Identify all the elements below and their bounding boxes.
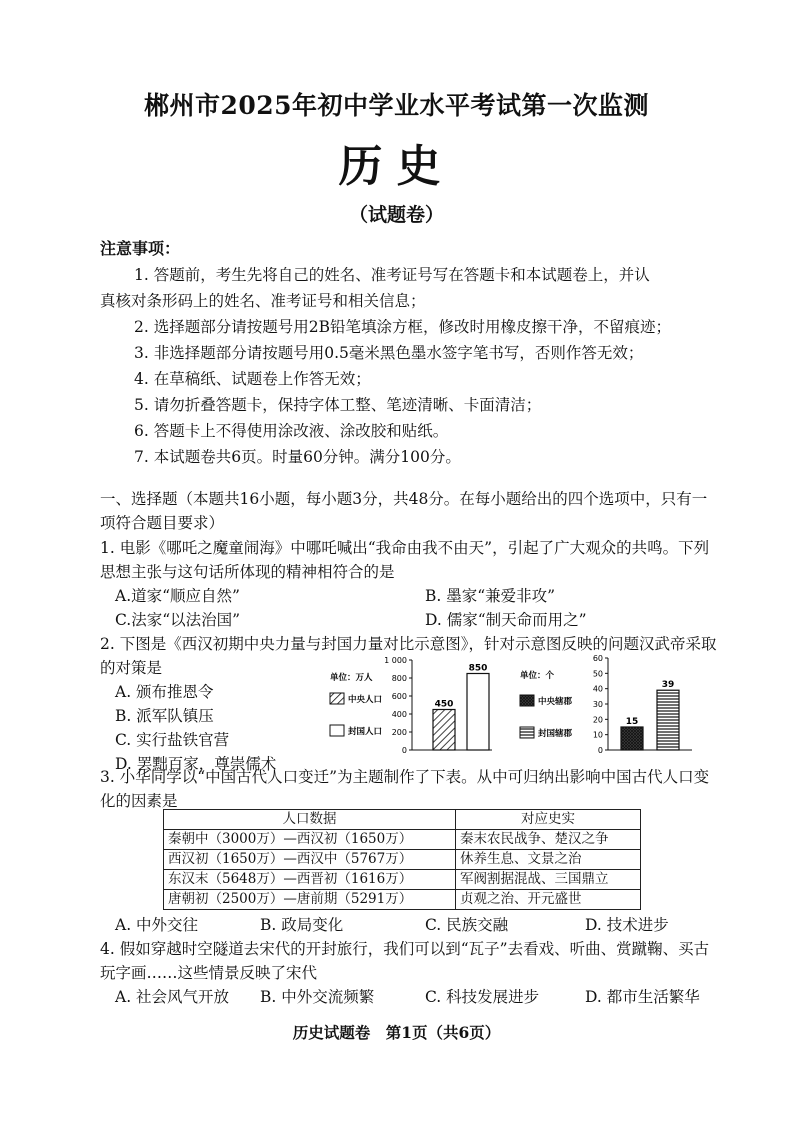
y-tick-label: 800	[391, 674, 407, 683]
table-cell: 军阀割据混战、三国鼎立	[456, 870, 641, 890]
note-item: 3. 非选择题部分请按题号用0.5毫米黑色墨水签字笔书写，否则作答无效；	[134, 344, 644, 362]
q1-option-d: D. 儒家“制天命而用之”	[425, 611, 587, 629]
q2-option-c: C. 实行盐铁官营	[115, 731, 230, 749]
y-tick-label: 1 000	[384, 656, 407, 665]
section-heading: 一、选择题（本题共16小题，每小题3分，共48分。在每小题给出的四个选项中，只有一	[100, 490, 708, 508]
q3-option-b: B. 政局变化	[260, 916, 344, 934]
exam-title: 郴州市2025年初中学业水平考试第一次监测	[143, 91, 650, 120]
table-cell: 秦末农民战争、楚汉之争	[456, 830, 641, 850]
q2-charts	[320, 650, 700, 762]
note-item: 真核对条形码上的姓名、准考证号和相关信息；	[100, 292, 426, 310]
legend-swatch	[520, 727, 534, 738]
page-footer: 历史试题卷 第1页（共6页）	[292, 1023, 501, 1042]
y-tick-label: 10	[592, 730, 603, 740]
bar	[657, 690, 679, 750]
table-header: 人口数据	[164, 810, 456, 830]
legend-label: 封国人口	[348, 727, 383, 737]
legend-swatch	[330, 693, 344, 704]
y-tick-label: 400	[391, 710, 407, 719]
y-tick-label: 30	[592, 700, 603, 709]
question-3-stem-cont: 化的因素是	[100, 792, 178, 810]
q2-option-a: A. 颁布推恩令	[115, 683, 214, 701]
legend-swatch	[330, 725, 344, 736]
y-tick-label: 60	[592, 654, 603, 663]
chart-unit-label: 单位：个	[520, 671, 555, 681]
table-cell: 贞观之治、开元盛世	[456, 890, 641, 910]
section-heading-cont: 项符合题目要求）	[100, 514, 225, 532]
y-tick-label: 40	[592, 684, 603, 694]
y-tick-label: 200	[391, 728, 407, 737]
note-item: 5. 请勿折叠答题卡，保持字体工整、笔迹清晰、卡面清洁；	[134, 396, 542, 414]
note-item: 1. 答题前，考生先将自己的姓名、准考证号写在答题卡和本试题卷上，并认	[134, 266, 650, 284]
q1-option-c: C.法家“以法治国”	[115, 611, 241, 629]
q3-option-a: A. 中外交往	[115, 916, 199, 934]
q4-option-b: B. 中外交流频繁	[260, 988, 375, 1006]
table-row	[164, 830, 641, 850]
table-cell: 休养生息、文景之治	[456, 850, 641, 870]
bar	[621, 727, 643, 750]
note-item: 2. 选择题部分请按题号用2B铅笔填涂方框，修改时用橡皮擦干净，不留痕迹；	[134, 318, 671, 336]
q2-option-d: D. 罢黜百家，尊崇儒术	[115, 755, 277, 773]
table-cell: 秦朝中（3000万）—西汉初（1650万）	[164, 830, 456, 850]
y-tick-label: 50	[592, 669, 603, 679]
y-tick-label: 0	[597, 746, 603, 755]
paper-type-label: （试题卷）	[348, 204, 444, 226]
legend-label: 中央辖郡	[538, 697, 573, 707]
bar-data-label: 450	[434, 699, 454, 710]
chart-unit-label: 单位：万人	[330, 673, 373, 683]
q2-option-b: B. 派军队镇压	[115, 707, 214, 725]
bar	[433, 710, 455, 751]
notes-heading: 注意事项：	[100, 239, 181, 258]
note-item: 6. 答题卡上不得使用涂改液、涂改胶和贴纸。	[134, 422, 449, 440]
legend-label: 中央人口	[348, 695, 383, 705]
bar	[467, 674, 489, 751]
bar-data-label: 39	[661, 680, 675, 691]
subject-title: 历史	[338, 141, 455, 192]
question-4-stem-cont: 玩字画……这些情景反映了宋代	[100, 964, 318, 982]
question-1-stem-cont: 思想主张与这句话所体现的精神相符合的是	[100, 563, 395, 581]
bar-data-label: 15	[625, 717, 639, 727]
table-header-row	[164, 810, 641, 830]
table-cell: 东汉末（5648万）—西晋初（1616万）	[164, 870, 456, 890]
question-2-stem: 2. 下图是《西汉初期中央力量与封国力量对比示意图》，针对示意图反映的问题汉武帝采取	[100, 635, 717, 653]
question-1-stem: 1. 电影《哪吒之魔童闹海》中哪吒喊出“我命由我不由天”，引起了广大观众的共鸣。下列	[100, 539, 710, 557]
q3-option-c: C. 民族交融	[425, 916, 509, 934]
q1-option-b: B. 墨家“兼爱非攻”	[425, 587, 556, 605]
q4-option-c: C. 科技发展进步	[425, 988, 540, 1006]
population-table	[163, 809, 641, 910]
table-cell: 唐朝初（2500万）—唐前期（5291万）	[164, 890, 456, 910]
table-row	[164, 850, 641, 870]
question-4-stem: 4. 假如穿越时空隧道去宋代的开封旅行，我们可以到“瓦子”去看戏、听曲、赏蹴鞠、买古	[100, 940, 710, 958]
y-tick-label: 20	[592, 715, 603, 725]
question-3-stem: 3. 小华同学以“中国古代人口变迁”为主题制作了下表。从中可归纳出影响中国古代人口变	[100, 768, 710, 786]
q4-option-a: A. 社会风气开放	[115, 988, 230, 1006]
q3-option-d: D. 技术进步	[585, 916, 669, 934]
bar-data-label: 850	[468, 663, 488, 674]
q1-option-a: A.道家“顺应自然”	[115, 587, 240, 605]
legend-swatch	[520, 695, 534, 706]
table-row	[164, 890, 641, 910]
note-item: 4. 在草稿纸、试题卷上作答无效；	[134, 370, 371, 388]
table-cell: 西汉初（1650万）—西汉中（5767万）	[164, 850, 456, 870]
table-row	[164, 870, 641, 890]
legend-label: 封国辖郡	[538, 729, 573, 739]
question-2-stem-cont: 的对策是	[100, 659, 163, 677]
y-tick-label: 0	[401, 746, 407, 755]
q4-option-d: D. 都市生活繁华	[585, 988, 700, 1006]
y-tick-label: 600	[391, 692, 407, 701]
table-header: 对应史实	[456, 810, 641, 830]
note-item: 7. 本试题卷共6页。时量60分钟。满分100分。	[134, 448, 461, 466]
